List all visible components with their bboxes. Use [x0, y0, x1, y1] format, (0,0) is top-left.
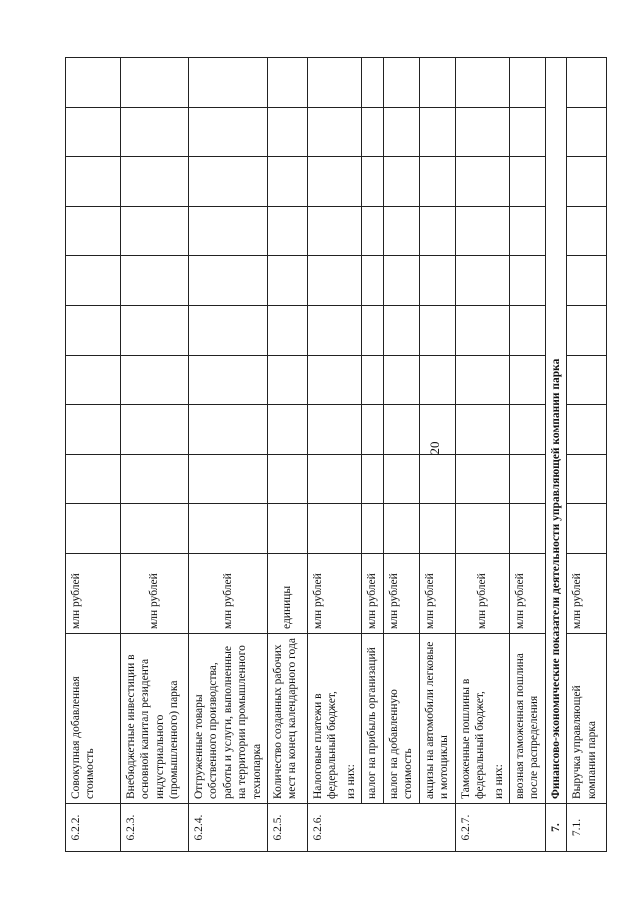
value-cell — [121, 306, 189, 356]
indicator-name-main: Налоговые платежи в федеральный бюджет, — [311, 691, 339, 799]
row-number: 6.2.2. — [66, 804, 121, 852]
indicator-name: налог на прибыль организаций — [362, 634, 384, 804]
indicator-table — [65, 57, 607, 852]
value-cell — [362, 157, 384, 207]
value-cell — [384, 157, 420, 207]
row-number: 6.2.4. — [189, 804, 268, 852]
value-cell — [384, 206, 420, 256]
value-cell — [121, 504, 189, 554]
value-cell — [455, 405, 509, 455]
value-cell — [455, 107, 509, 157]
indicator-name: Выручка управляющей компании парка — [567, 634, 607, 804]
value-cell — [567, 306, 607, 356]
value-cell — [189, 454, 268, 504]
value-cell — [384, 107, 420, 157]
indicator-name: Совокупная добавленная стоимость — [66, 634, 121, 804]
value-cell — [509, 107, 545, 157]
value-cell — [121, 454, 189, 504]
value-cell — [267, 58, 307, 108]
value-cell — [384, 405, 420, 455]
page-number: 20 — [427, 441, 442, 455]
table-row — [189, 58, 268, 852]
value-cell — [121, 206, 189, 256]
value-cell — [121, 58, 189, 108]
value-cell — [307, 454, 361, 504]
value-cell — [362, 405, 384, 455]
value-cell — [419, 157, 455, 207]
table-row — [66, 58, 121, 852]
value-cell — [509, 306, 545, 356]
unit-cell: млн рублей — [66, 554, 121, 634]
indicator-name-sub: из них: — [344, 764, 357, 799]
row-number: 7.1. — [567, 804, 607, 852]
row-number: 6.2.7. — [455, 804, 545, 852]
value-cell — [307, 107, 361, 157]
value-cell — [307, 355, 361, 405]
value-cell — [509, 454, 545, 504]
value-cell — [267, 405, 307, 455]
value-cell — [455, 157, 509, 207]
value-cell — [509, 206, 545, 256]
value-cell — [267, 504, 307, 554]
value-cell — [307, 504, 361, 554]
value-cell — [419, 405, 455, 455]
value-cell — [567, 58, 607, 108]
value-cell — [509, 355, 545, 405]
table-row — [362, 58, 384, 852]
value-cell — [189, 306, 268, 356]
table-row — [307, 58, 361, 852]
indicator-name-main: Таможенные пошлины в федеральный бюджет, — [459, 678, 487, 799]
value-cell — [455, 206, 509, 256]
value-cell — [189, 107, 268, 157]
value-cell — [567, 256, 607, 306]
value-cell — [66, 157, 121, 207]
value-cell — [509, 405, 545, 455]
value-cell — [509, 504, 545, 554]
value-cell — [419, 306, 455, 356]
value-cell — [66, 107, 121, 157]
indicator-name-sub: из них: — [492, 764, 505, 799]
value-cell — [267, 306, 307, 356]
value-cell — [362, 206, 384, 256]
table-row — [121, 58, 189, 852]
value-cell — [267, 157, 307, 207]
value-cell — [307, 157, 361, 207]
value-cell — [455, 355, 509, 405]
value-cell — [362, 504, 384, 554]
value-cell — [567, 206, 607, 256]
value-cell — [267, 355, 307, 405]
value-cell — [189, 355, 268, 405]
table-row — [267, 58, 307, 852]
value-cell — [66, 58, 121, 108]
unit-cell: единицы — [267, 554, 307, 634]
value-cell — [567, 454, 607, 504]
value-cell — [362, 58, 384, 108]
value-cell — [189, 405, 268, 455]
value-cell — [509, 256, 545, 306]
value-cell — [455, 58, 509, 108]
unit-cell: млн рублей — [121, 554, 189, 634]
value-cell — [66, 454, 121, 504]
value-cell — [362, 454, 384, 504]
value-cell — [455, 306, 509, 356]
value-cell — [307, 306, 361, 356]
table-row — [419, 58, 455, 852]
value-cell — [384, 355, 420, 405]
table-row — [384, 58, 420, 852]
value-cell — [455, 504, 509, 554]
value-cell — [419, 206, 455, 256]
value-cell — [419, 256, 455, 306]
value-cell — [267, 107, 307, 157]
value-cell — [362, 306, 384, 356]
indicator-name: ввозная таможенная пошлина после распределения — [509, 634, 545, 804]
row-number: 6.2.6. — [307, 804, 455, 852]
value-cell — [66, 504, 121, 554]
indicator-name — [455, 634, 509, 804]
table-row — [509, 58, 545, 852]
value-cell — [121, 107, 189, 157]
unit-cell: млн рублей — [455, 554, 509, 634]
value-cell — [66, 405, 121, 455]
value-cell — [567, 355, 607, 405]
value-cell — [384, 58, 420, 108]
value-cell — [307, 405, 361, 455]
value-cell — [455, 256, 509, 306]
value-cell — [362, 107, 384, 157]
indicator-name: Количество созданных рабочих мест на конец календарного года — [267, 634, 307, 804]
value-cell — [307, 58, 361, 108]
value-cell — [66, 256, 121, 306]
indicator-name: Отгруженные товары собственного производства, работы и услуги, выполненные на территории промышленного технопарка — [189, 634, 268, 804]
value-cell — [362, 355, 384, 405]
section-row — [545, 58, 566, 852]
value-cell — [66, 206, 121, 256]
value-cell — [121, 355, 189, 405]
value-cell — [267, 256, 307, 306]
value-cell — [121, 157, 189, 207]
value-cell — [66, 355, 121, 405]
value-cell — [384, 306, 420, 356]
value-cell — [419, 355, 455, 405]
indicator-name: акцизы на автомобили легковые и мотоциклы — [419, 634, 455, 804]
unit-cell: млн рублей — [307, 554, 361, 634]
value-cell — [189, 504, 268, 554]
unit-cell: млн рублей — [567, 554, 607, 634]
table-row — [455, 58, 509, 852]
value-cell — [567, 405, 607, 455]
value-cell — [189, 256, 268, 306]
value-cell — [189, 157, 268, 207]
value-cell — [419, 504, 455, 554]
value-cell — [419, 58, 455, 108]
value-cell — [267, 206, 307, 256]
unit-cell: млн рублей — [509, 554, 545, 634]
value-cell — [189, 206, 268, 256]
value-cell — [419, 107, 455, 157]
value-cell — [362, 256, 384, 306]
indicator-name: налог на добавленную стоимость — [384, 634, 420, 804]
value-cell — [66, 306, 121, 356]
value-cell — [267, 454, 307, 504]
unit-cell: млн рублей — [384, 554, 420, 634]
value-cell — [567, 107, 607, 157]
value-cell — [121, 405, 189, 455]
indicator-table-wrapper — [65, 57, 598, 852]
value-cell — [307, 256, 361, 306]
section-title: Финансово-экономические показатели деятельности управляющей компании парка — [545, 58, 566, 804]
table-row — [567, 58, 607, 852]
value-cell — [384, 256, 420, 306]
value-cell — [307, 206, 361, 256]
value-cell — [121, 256, 189, 306]
value-cell — [384, 504, 420, 554]
row-number: 6.2.3. — [121, 804, 189, 852]
value-cell — [189, 58, 268, 108]
value-cell — [509, 58, 545, 108]
indicator-name: Внебюджетные инвестиции в основной капитал резидента индустриального (промышленного) парка — [121, 634, 189, 804]
unit-cell: млн рублей — [189, 554, 268, 634]
row-number: 6.2.5. — [267, 804, 307, 852]
section-number: 7. — [545, 804, 566, 852]
indicator-name — [307, 634, 361, 804]
value-cell — [509, 157, 545, 207]
unit-cell: млн рублей — [362, 554, 384, 634]
value-cell — [455, 454, 509, 504]
value-cell — [419, 454, 455, 504]
value-cell — [384, 454, 420, 504]
value-cell — [567, 157, 607, 207]
value-cell — [567, 504, 607, 554]
unit-cell: млн рублей — [419, 554, 455, 634]
